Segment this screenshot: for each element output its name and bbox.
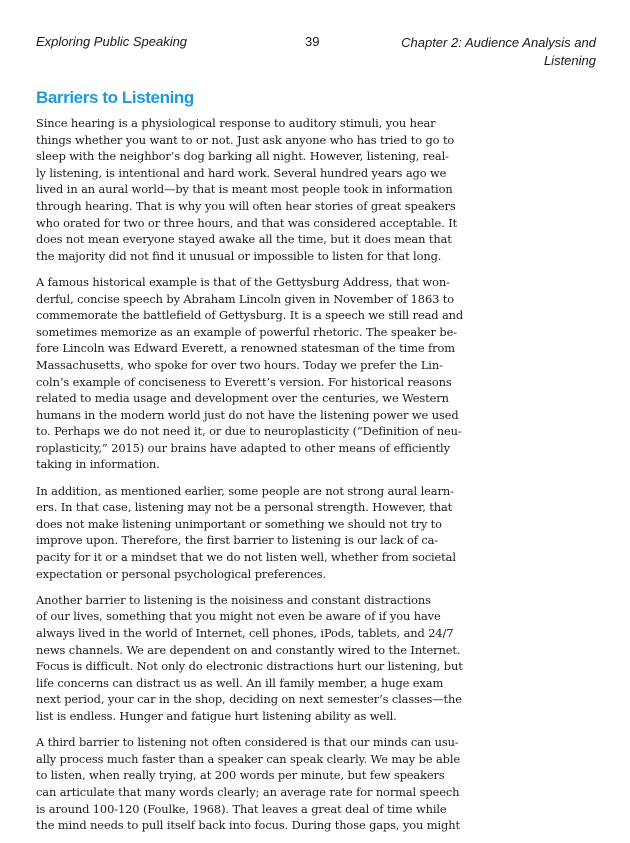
paragraph (36, 274, 464, 473)
text-line: lived in an aural world—by that is meant most people took in information (36, 182, 453, 197)
paragraph (36, 115, 458, 264)
text-line: derful, concise speech by Abraham Lincoln given in November of 1863 to (36, 291, 455, 306)
text-line: of our lives, something that you might not even be aware of if you have (36, 609, 441, 624)
paragraph (36, 734, 461, 834)
text-line: sleep with the neighbor’s dog barking all night. However, listening, real- (36, 149, 449, 164)
text-line: does not make listening unimportant or something we should not try to (36, 516, 442, 531)
text-line: A third barrier to listening not often considered is that our minds can usu- (36, 735, 459, 750)
text-line: to. Perhaps we do not need it, or due to neuroplasticity (“Definition of neu- (36, 424, 462, 439)
book-title: Exploring Public Speaking (36, 34, 188, 49)
text-line: can articulate that many words clearly; an average rate for normal speech (36, 784, 460, 799)
chapter-title-line: Chapter 2: Audience Analysis and (401, 35, 596, 50)
text-line: Another barrier to listening is the noisiness and constant distractions (36, 592, 431, 607)
text-line: to listen, when really trying, at 200 words per minute, but few speakers (36, 768, 445, 783)
text-line: the majority did not find it unusual or impossible to listen for that long. (36, 248, 442, 263)
text-line: roplasticity,” 2015) our brains have adapted to other means of efficiently (36, 440, 450, 455)
text-line: sometimes memorize as an example of powerful rhetoric. The speaker be- (36, 324, 458, 339)
text-line: news channels. We are dependent on and constantly wired to the Internet. (36, 642, 461, 657)
text-line: taking in information. (36, 457, 160, 472)
text-line: next period, your car in the shop, deciding on next semester’s classes—the (36, 692, 462, 707)
section-heading: Barriers to Listening (36, 88, 194, 107)
text-line: improve upon. Therefore, the first barrier to listening is our lack of ca- (36, 533, 439, 548)
text-line: ly listening, is intentional and hard work. Several hundred years ago we (36, 165, 447, 180)
text-line: life concerns can distract us as well. An ill family member, a huge exam (36, 675, 444, 690)
text-line: Massachusetts, who spoke for over two hours. Today we prefer the Lin- (36, 357, 443, 372)
text-line: pacity for it or a mindset that we do not listen well, whether from societal (36, 550, 456, 565)
text-line: Since hearing is a physiological response to auditory stimuli, you hear (36, 116, 436, 130)
text-line: through hearing. That is why you will often hear stories of great speakers (36, 198, 456, 213)
paragraph (36, 483, 456, 583)
body-text (36, 115, 464, 843)
text-line: coln’s example of conciseness to Everett’s version. For historical reasons (36, 374, 452, 389)
text-line: In addition, as mentioned earlier, some people are not strong aural learn- (36, 483, 454, 498)
running-header (36, 34, 596, 70)
text-line: list is endless. Hunger and fatigue hurt listening ability as well. (36, 708, 397, 723)
text-line: A famous historical example is that of the Gettysburg Address, that won- (36, 274, 450, 289)
text-line: things whether you want to or not. Just ask anyone who has tried to go to (36, 132, 455, 147)
text-line: related to media usage and development over the centuries, we Western (36, 391, 449, 406)
text-line: fore Lincoln was Edward Everett, a renowned statesman of the time from (36, 341, 455, 356)
text-line: commemorate the battlefield of Gettysburg. It is a speech we still read and (36, 308, 464, 323)
text-line: ally process much faster than a speaker can speak clearly. We may be able (36, 751, 461, 766)
text-line: humans in the modern world just do not have the listening power we used (36, 407, 459, 422)
text-line: Focus is difficult. Not only do electronic distractions hurt our listening, but (36, 659, 463, 674)
text-line: does not mean everyone stayed awake all the time, but it does mean that (36, 232, 452, 247)
chapter-title (386, 34, 596, 70)
text-line: always lived in the world of Internet, cell phones, iPods, tablets, and 24/7 (36, 626, 454, 640)
page-number: 39 (305, 34, 320, 49)
text-line: expectation or personal psychological preferences. (36, 566, 327, 581)
chapter-title-line: Listening (543, 53, 596, 68)
text-line: is around 100-120 (Foulke, 1968). That leaves a great deal of time while (36, 801, 447, 816)
paragraph (36, 592, 463, 725)
text-line: ers. In that case, listening may not be a personal strength. However, that (36, 500, 453, 515)
text-line: the mind needs to pull itself back into focus. During those gaps, you might (36, 818, 460, 833)
text-line: who orated for two or three hours, and that was considered acceptable. It (36, 215, 458, 230)
